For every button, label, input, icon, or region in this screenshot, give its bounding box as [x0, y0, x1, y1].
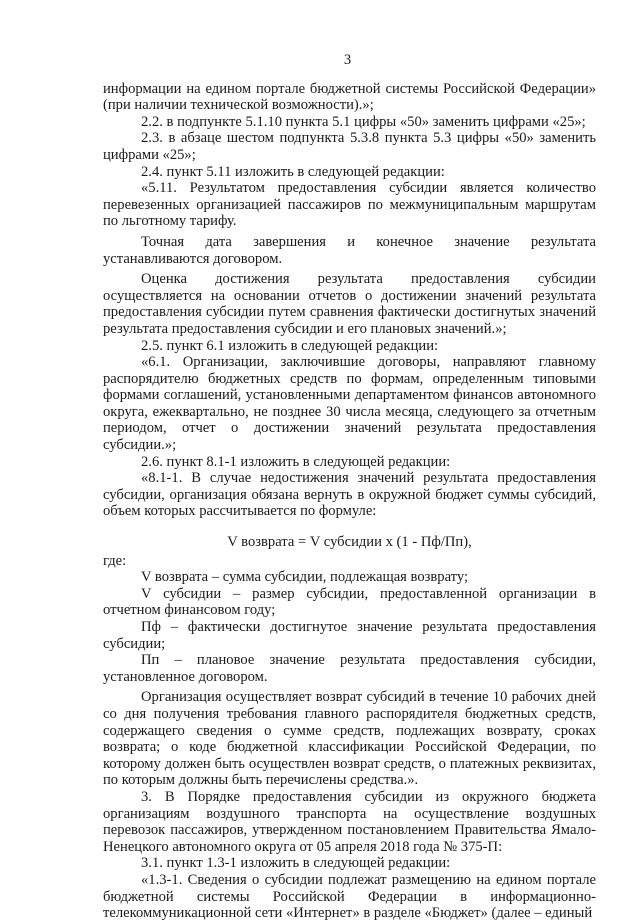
paragraph: где: [103, 552, 127, 569]
paragraph: 2.5. пункт 6.1 изложить в следующей редакции: [141, 337, 439, 354]
paragraph: 2.6. пункт 8.1-1 изложить в следующей редакции: [141, 453, 451, 470]
paragraph: 2.2. в подпункте 5.1.10 пункта 5.1 цифры «50» заменить цифрами «25»; [141, 113, 586, 130]
paragraph: «8.1-1. В случае недостижения значений результата предоставления субсидии, организация обязана вернуть в окружной бюджет суммы субсидий, объем которых рассчитывается по формуле: [103, 470, 596, 520]
paragraph: «5.11. Результатом предоставления субсидии является количество перевезенных организацией пассажиров по межмуниципальным маршрутам по льготному тарифу. [103, 180, 596, 230]
paragraph: Пп – плановое значение результата предоставления субсидии, установленное договором. [103, 652, 596, 685]
paragraph: Пф – фактически достигнутое значение результата предоставления субсидии; [103, 619, 596, 652]
paragraph: V возврата – сумма субсидии, подлежащая возврату; [141, 569, 469, 586]
formula: V возврата = V субсидии x (1 - Пф/Пп), [227, 534, 472, 551]
paragraph: «1.3-1. Сведения о субсидии подлежат размещению на едином портале бюджетной системы Российской Федерации в информационно-телекоммуникационной сети «Интернет» в разделе «Бюджет» (далее – единый [103, 871, 596, 922]
paragraph: Организация осуществляет возврат субсидий в течение 10 рабочих дней со дня получения требования главного распорядителя бюджетных средств, содержащего сведения о сумме средств, подлежащих возврату, сроках возврата; о коде бюджетной классификации Российской Федерации, по которому должен быть осуществлен возврат средств, о платежных реквизитах, по которым должны быть перечислены средства.». [103, 689, 596, 789]
paragraph: «6.1. Организации, заключившие договоры, направляют главному распорядителю бюджетных средств по формам, определенным типовыми формами соглашений, установленными департаментом финансов автономного округа, ежеквартально, не позднее 30 числа месяца, следующего за отчетным периодом, отчет о достижении значений результата предоставления субсидии.»; [103, 354, 596, 454]
page-number: 3 [343, 52, 352, 68]
paragraph: 2.4. пункт 5.11 изложить в следующей редакции: [141, 163, 445, 180]
paragraph: 3. В Порядке предоставления субсидии из окружного бюджета организациям воздушного транспорта на осуществление воздушных перевозок пассажиров, утвержденном постановлением Правительства Ямало-Ненецкого автономного округа от 05 апреля 2018 года № 375-П: [103, 788, 596, 855]
paragraph: 3.1. пункт 1.3-1 изложить в следующей редакции: [141, 855, 451, 872]
paragraph: Точная дата завершения и конечное значение результата устанавливаются договором. [103, 233, 596, 267]
paragraph: информации на едином портале бюджетной системы Российской Федерации» (при наличии технической возможности).»; [103, 80, 596, 114]
paragraph: V субсидии – размер субсидии, предоставленной организации в отчетном финансовом году; [103, 585, 596, 619]
paragraph: Оценка достижения результата предоставления субсидии осуществляется на основании отчетов о достижении значений результата предоставления субсидии путем сравнения фактически достигнутых значений результата предоставления субсидии и его плановых значений.»; [103, 271, 596, 337]
paragraph: 2.3. в абзаце шестом подпункта 5.3.8 пункта 5.3 цифры «50» заменить цифрами «25»; [103, 130, 596, 163]
